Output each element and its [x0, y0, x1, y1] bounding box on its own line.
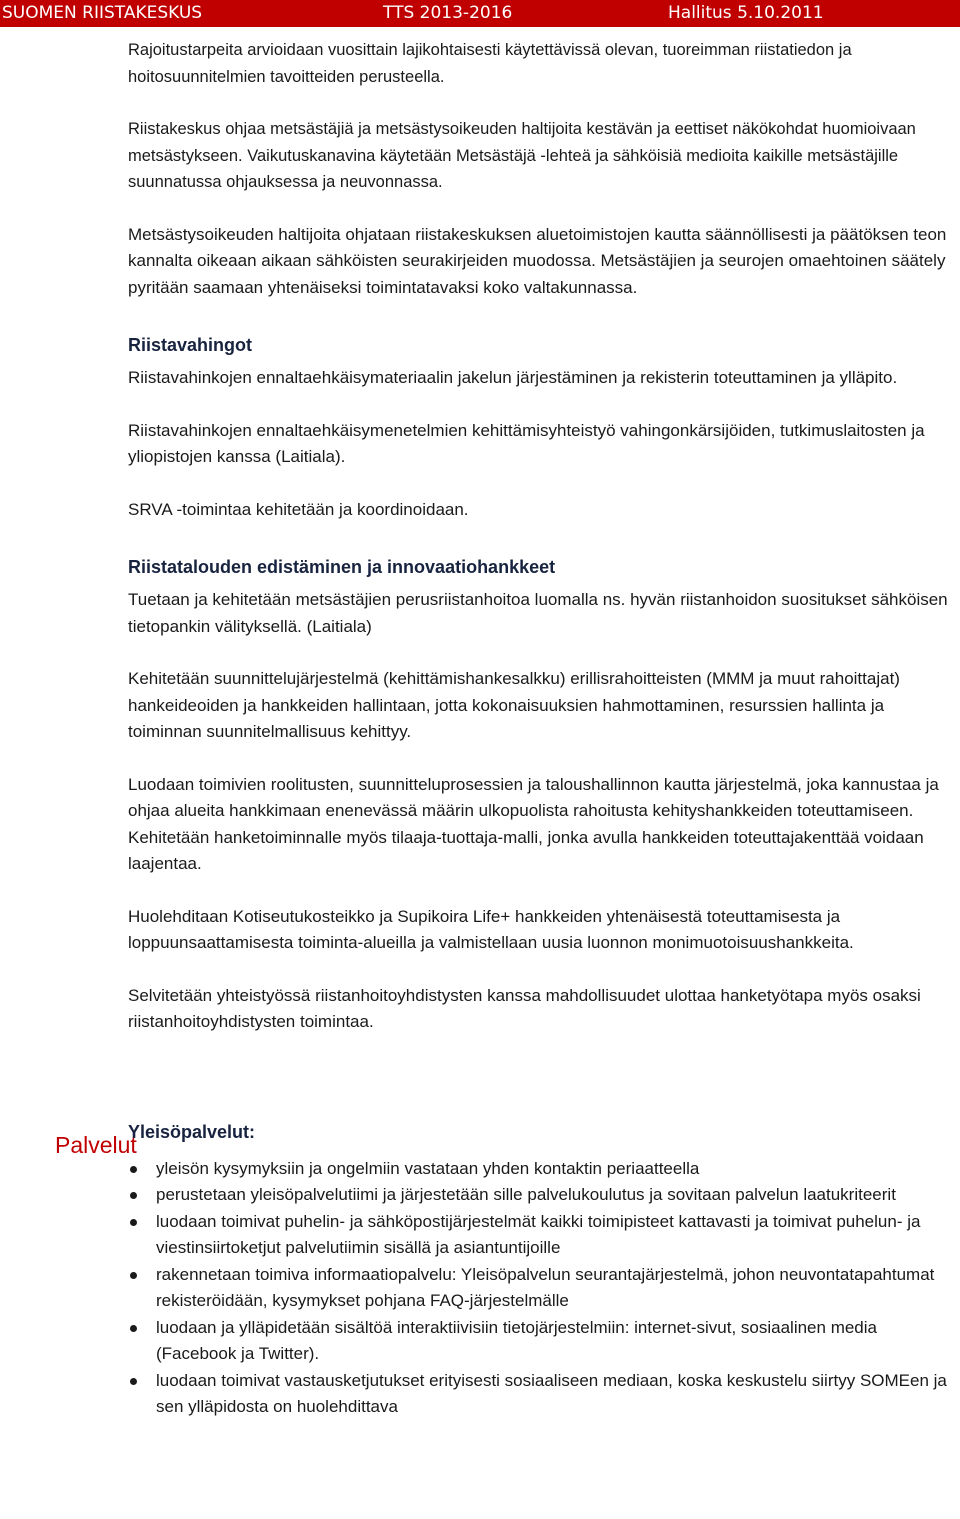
- heading-yleisopalvelut: Yleisöpalvelut:: [128, 1121, 256, 1142]
- list-item: yleisön kysymyksiin ja ongelmiin vastataan yhden kontaktin periaatteella: [128, 1156, 954, 1183]
- list-item: luodaan toimivat vastausketjutukset erityisesti sosiaaliseen mediaan, koska keskustelu siirtyy SOMEen ja sen ylläpidosta on huolehdittava: [128, 1368, 954, 1421]
- list-item: luodaan ja ylläpidetään sisältöä interaktiivisiin tietojärjestelmiin: internet-sivut, sosiaalinen media (Facebook ja Twitter).: [128, 1315, 954, 1368]
- list-item: luodaan toimivat puhelin- ja sähköpostijärjestelmät kaikki toimipisteet kattavasti ja toimivat puhelun- ja viestinsiirtoketjut palvelutiimin sisällä ja asiantuntijoille: [128, 1209, 954, 1262]
- paragraph-riistatalous-3: Luodaan toimivien roolitusten, suunnitteluprosessien ja taloushallinnon kautta järjestelmä, joka kannustaa ja ohjaa alueita hankkimaan enenevässä määrin ulkopuolista rahoitusta kehityshankkeiden toteuttamiseen. Kehitetään hanketoiminnalle myös tilaaja-tuottaja-malli, jonka avulla hankkeiden toteuttajakenttää voidaan laajentaa.: [128, 774, 939, 873]
- list-item: perustetaan yleisöpalvelutiimi ja järjestetään sille palvelukoulutus ja sovitaan palvelun laatukriteerit: [128, 1182, 954, 1209]
- paragraph-metsastysoikeus: Metsästysoikeuden haltijoita ohjataan riistakeskuksen aluetoimistojen kautta säännöllisesti ja päätöksen teon kannalta oikeaan aikaan sähköisten seurakirjeiden muodossa. Metsästäjien ja seurojen omaehtoinen säätely pyritään saamaan yhtenäiseksi toimintatavaksi koko valtakunnassa.: [128, 224, 947, 297]
- paragraph-riistatalous-4: Huolehditaan Kotiseutukosteikko ja Supikoira Life+ hankkeiden yhtenäisestä toteuttamisesta ja loppuunsaattamisesta toiminta-alueilla ja valmistellaan uusia luonnon monimuotoisuushankkeita.: [128, 906, 854, 952]
- paragraph-ohjaus: [128, 116, 954, 196]
- list-item: rakennetaan toimiva informaatiopalvelu: Yleisöpalvelun seurantajärjestelmä, johon neuvontatapahtumat rekisteröidään, kysymykset pohjana FAQ-järjestelmälle: [128, 1262, 954, 1315]
- paragraph-ohjaus-part-2: Vaikutuskanavina käytetään Metsästäjä -lehteä ja sähköisiä medioita kaikille metsästäjille suunnatussa ohjauksessa ja neuvonnassa.: [128, 146, 899, 191]
- section-heading-palvelut: Palvelut: [55, 1132, 137, 1158]
- paragraph-riistavahingot-3: SRVA -toimintaa kehitetään ja koordinoidaan.: [128, 499, 469, 519]
- header-meeting: Hallitus 5.10.2011: [668, 3, 824, 23]
- paragraph-rajoitustarpeita: Rajoitustarpeita arvioidaan vuosittain lajikohtaisesti käytettävissä olevan, tuoreimman riistatiedon ja hoitosuunnitelmien tavoitteiden perusteella.: [128, 41, 852, 86]
- header-organization: SUOMEN RIISTAKESKUS: [2, 3, 203, 23]
- heading-riistavahingot: Riistavahingot: [128, 335, 253, 355]
- paragraph-riistatalous-1: Tuetaan ja kehitetään metsästäjien perusriistanhoitoa luomalla ns. hyvän riistanhoidon suositukset sähköisen tietopankin välityksellä. (Laitiala): [128, 590, 948, 636]
- header-period: TTS 2013-2016: [383, 3, 513, 23]
- paragraph-riistatalous-2: Kehitetään suunnittelujärjestelmä (kehittämishankesalkku) erillisrahoitteisten (MMM ja muut rahoittajat) hankeideoiden ja hankkeiden hallintaan, jotta kokonaisuuksien hahmottaminen, resurssien hallinta ja toiminnan suunnitelmallisuus kehittyy.: [128, 669, 900, 741]
- document-body: [128, 37, 954, 1421]
- document-header: [0, 0, 960, 27]
- paragraph-ohjaus-part-1: Riistakeskus ohjaa metsästäjiä ja metsästysoikeuden haltijoita kestävän ja eettiset näkökohdat huomioivaan metsästykseen.: [128, 120, 916, 165]
- yleisopalvelut-list: [128, 1156, 954, 1421]
- paragraph-riistatalous-5: Selvitetään yhteistyössä riistanhoitoyhdistysten kanssa mahdollisuudet ulottaa hanketyötapa myös osaksi riistanhoitoyhdistysten toimintaa.: [128, 985, 921, 1031]
- paragraph-riistavahingot-2: Riistavahinkojen ennaltaehkäisymenetelmien kehittämisyhteistyö vahingonkärsijöiden, tutkimuslaitosten ja yliopistojen kanssa (Laitiala).: [128, 420, 925, 466]
- heading-riistatalous: Riistatalouden edistäminen ja innovaatiohankkeet: [128, 557, 556, 577]
- paragraph-riistavahingot-1: Riistavahinkojen ennaltaehkäisymateriaalin jakelun järjestäminen ja rekisterin toteuttaminen ja ylläpito.: [128, 368, 898, 387]
